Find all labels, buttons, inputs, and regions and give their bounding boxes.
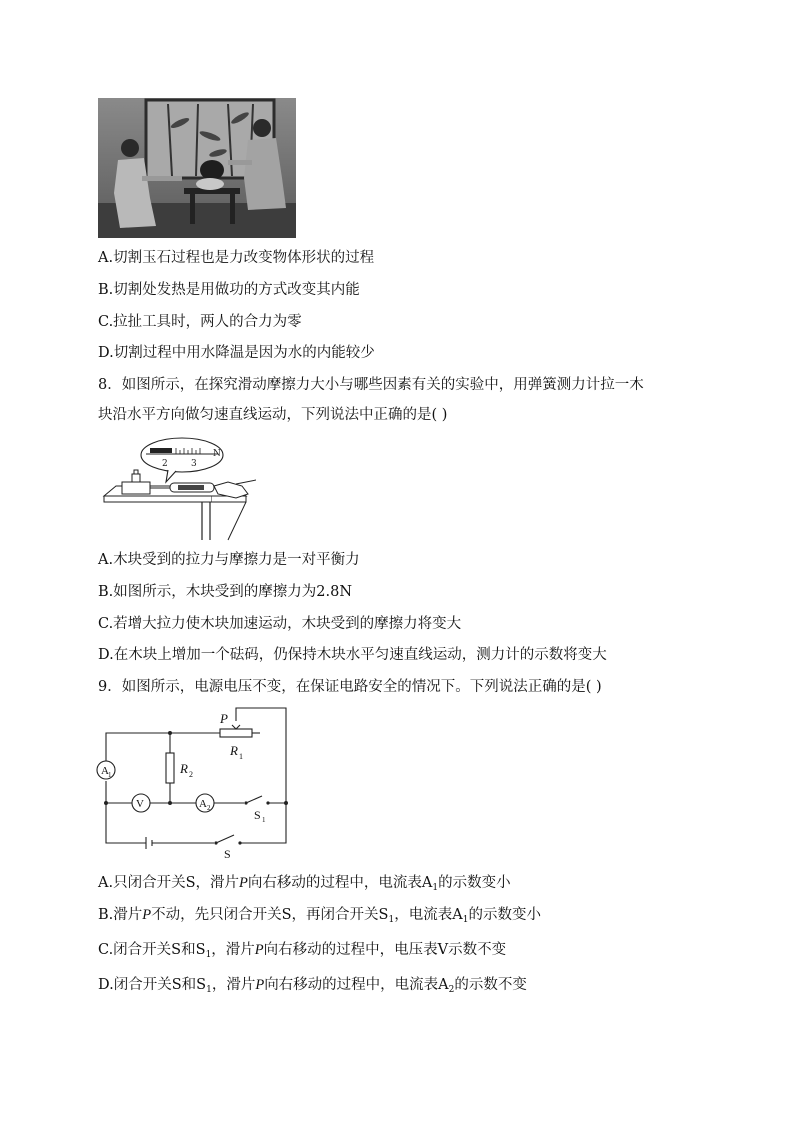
q7-option-a: A.切割玉石过程也是力改变物体形状的过程	[98, 250, 375, 266]
r2-label: R	[180, 761, 188, 776]
circuit-diagram	[96, 703, 296, 867]
slider-p-label: P	[220, 711, 228, 726]
ammeter-a1-sub: 1	[108, 771, 112, 779]
switch-s-label: S	[224, 847, 231, 861]
r1-sub: 1	[239, 752, 243, 761]
switch-s1-sub: 1	[262, 816, 266, 824]
q8-stem-line2: 块沿水平方向做匀速直线运动，下列说法中正确的是( )	[98, 407, 448, 423]
switch-s1-label: S	[254, 808, 261, 822]
q7-option-b: B.切割处发热是用做功的方式改变其内能	[98, 282, 360, 298]
gauge-label-3: 3	[191, 459, 197, 469]
q9-option-a: A.只闭合开关S，滑片P向右移动的过程中，电流表$A_1$的示数变小	[98, 875, 511, 893]
q8-stem-line1: 8．如图所示，在探究滑动摩擦力大小与哪些因素有关的实验中，用弹簧测力计拉一木	[98, 377, 644, 393]
q8-option-c: C.若增大拉力使木块加速运动，木块受到的摩擦力将变大	[98, 616, 462, 632]
ammeter-a1-label: A	[101, 765, 109, 777]
gauge-label-2: 2	[162, 459, 168, 469]
r2-sub: 2	[189, 770, 193, 779]
q9-option-b: B.滑片P不动，先只闭合开关S，再闭合开关$S_1$，电流表$A_1$的示数变小	[98, 907, 541, 925]
q9-stem: 9．如图所示，电源电压不变，在保证电路安全的情况下。下列说法正确的是( )	[98, 679, 602, 695]
friction-apparatus-figure	[96, 436, 256, 550]
ammeter-a2-sub: 2	[207, 804, 211, 812]
q7-option-d: D.切割过程中用水降温是因为水的内能较少	[98, 345, 375, 361]
ammeter-a2-label: A	[199, 798, 207, 810]
jade-cutting-photo	[98, 98, 296, 238]
q8-option-a: A.木块受到的拉力与摩擦力是一对平衡力	[98, 552, 360, 568]
q9-option-d: D.闭合开关S和$S_1$，滑片P向右移动的过程中，电流表$A_2$的示数不变	[98, 977, 527, 995]
q9-option-c: C.闭合开关S和$S_1$，滑片P向右移动的过程中，电压表V示数不变	[98, 942, 507, 960]
gauge-label-n: N	[213, 449, 221, 459]
q8-option-b: B.如图所示，木块受到的摩擦力为2.8N	[98, 584, 353, 600]
q7-option-c: C.拉扯工具时，两人的合力为零	[98, 314, 302, 330]
q8-option-d: D.在木块上增加一个砝码，仍保持木块水平匀速直线运动，测力计的示数将变大	[98, 647, 607, 663]
voltmeter-label: V	[136, 798, 144, 810]
r1-label: R	[230, 743, 238, 758]
